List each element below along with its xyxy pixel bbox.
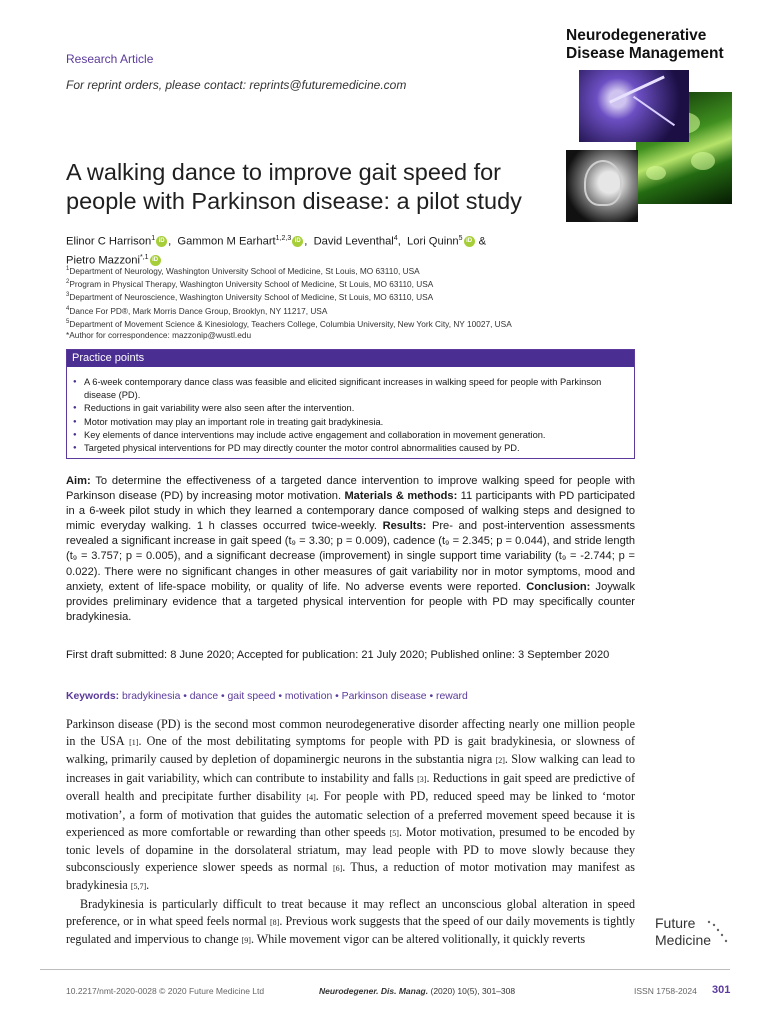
citation-reference[interactable]: [9]: [241, 936, 251, 946]
citation-reference[interactable]: [3]: [417, 774, 427, 784]
reprint-note: For reprint orders, please contact: reprints@futuremedicine.com: [66, 78, 407, 92]
journal-name: [566, 27, 724, 63]
practice-point-item: ● Reductions in gait variability were also seen after the intervention.: [73, 402, 630, 415]
author-list: Elinor C Harrison$^1$ iD , Gammon M Earhart$^{1,2,3}$ iD , David Leventhal$^4$, Lori Quinn$^5$ iD & Pietro Mazzoni$^{*,1}$ iD: [66, 235, 487, 267]
publisher-logo-line1: Future: [655, 915, 696, 931]
abstract-conclusion: Joywalk provides preliminary evidence that a targeted physical intervention for people with PD may specifically counter bradykinesia.: [66, 580, 635, 623]
author-affil-sup: 1: [151, 235, 156, 242]
abstract-results: Pre- and post-intervention assessments revealed a significant increase in gait speed (t₉ = 3.30; p = 0.009), cadence (t₉ = 2.345; p = 0.044), and stride length (t₉ = 3.757; p = 0.005), and a significant decrease (improvement) in single support time variability (t₉ = -2.744; p = 0.022). There were no significant changes in other measures of gait variability nor in motor symptoms, mood and anxiety, extent of life-space mobility, or quality of life. No adverse events were reported.: [66, 520, 635, 593]
orcid-icon[interactable]: iD: [292, 236, 303, 247]
publisher-logo: [655, 915, 711, 949]
abstract-results-label: Results:: [382, 520, 427, 533]
page-number: 301: [712, 984, 731, 996]
abstract-aim-label: Aim:: [66, 475, 91, 487]
body-text-run: . Slow walking can lead to increases in gait variability, which can contribute to instability and falls: [66, 752, 635, 785]
publication-dates: First draft submitted: 8 June 2020; Accepted for publication: 21 July 2020; Published online: 3 September 2020: [66, 649, 610, 661]
author-name[interactable]: Pietro Mazzoni: [66, 254, 140, 267]
practice-points-box: [66, 349, 635, 459]
keywords-label: Keywords:: [66, 691, 120, 702]
body-text-run: . While movement vigor can be altered volitionally, it quickly reverts: [250, 932, 586, 947]
article-type-label: Research Article: [66, 52, 154, 66]
author-name[interactable]: Lori Quinn: [407, 235, 459, 248]
keyword-link[interactable]: gait speed: [227, 691, 276, 702]
practice-point-item: ● Targeted physical interventions for PD may directly counter the motor control abnormalities caused by PD.: [73, 442, 630, 455]
author-affil-sup: 1,2,3: [275, 235, 292, 242]
body-paragraph-1: [66, 716, 635, 896]
abstract-conclusion-label: Conclusion:: [526, 580, 591, 593]
keyword-link[interactable]: motivation: [284, 691, 333, 702]
practice-points-heading: Practice points: [67, 350, 634, 367]
body-text-run: . Previous work suggests that the speed of our daily movements is tightly regulated and impervious to change: [66, 913, 636, 947]
body-text-run: . One of the most debilitating symptoms for people with PD is gait bradykinesia, or slowness of walking, primarily caused by depletion of dopaminergic neurons in the substantia nigra: [66, 733, 635, 767]
author-name[interactable]: Elinor C Harrison: [66, 235, 152, 248]
keyword-link[interactable]: reward: [436, 691, 468, 702]
affiliation-item: $^5$Department of Movement Science & Kinesiology, Teachers College, Columbia University, New York City, NY 10027, USA: [66, 318, 512, 329]
practice-point-item: ● A 6-week contemporary dance class was feasible and elicited significant increases in walking speed for people with Parkinson disease (PD).: [73, 376, 630, 402]
orcid-icon[interactable]: iD: [156, 236, 167, 247]
citation-reference[interactable]: [5,7]: [130, 882, 147, 892]
body-text-run: .: [146, 878, 150, 893]
keyword-link[interactable]: dance: [189, 691, 219, 702]
practice-point-item: ● Key elements of dance interventions may include active engagement and collaboration in movement generation.: [73, 429, 630, 442]
affiliation-item: $^3$Department of Neuroscience, Washington University School of Medicine, St Louis, MO 63110, USA: [66, 292, 434, 303]
body-text-run: . For people with PD, reduced speed may be linked to ‘motor motivation’, a form of motivation that guides the automatic selection of a preferred movement speed because it is experienced as more comfortable or rewarding than other speeds: [66, 789, 635, 839]
body-text-run: Parkinson disease (PD) is the second most common neurodegenerative disorder affecting nearly one million people in the USA: [66, 717, 635, 748]
orcid-icon[interactable]: iD: [150, 255, 161, 266]
body-text-run: . Motor motivation, presumed to be encoded by tonic levels of dopamine in the dorsolateral striatum, may lead people with PD to move slowly because they subconsciously experience slower speeds as normal: [66, 824, 635, 874]
keyword-link[interactable]: Parkinson disease: [341, 691, 427, 702]
affiliation-item: $^1$Department of Neurology, Washington University School of Medicine, St Louis, MO 63110, USA: [66, 265, 420, 276]
body-text-run: Bradykinesia is particularly difficult to treat because it may reflect an unconscious global alteration in speed preference, or in what speed feels normal: [66, 896, 635, 928]
author-name[interactable]: Gammon M Earhart: [177, 235, 276, 248]
abstract-methods: 11 participants with PD participated in a 6-week pilot study in which they learned a contemporary dance composed of walking steps and designed to mimic everyday walking. 1 h classes occurred twice-weekly.: [66, 490, 635, 533]
citation-reference[interactable]: [8]: [269, 917, 280, 927]
journal-name-line1: Neurodegenerative: [566, 27, 707, 44]
citation-reference[interactable]: [1]: [129, 737, 139, 747]
footer-rule: [40, 969, 730, 970]
practice-points-list: [67, 367, 634, 455]
author-affil-sup: *,1: [140, 253, 149, 261]
cover-image-skull-xray: [566, 150, 638, 222]
affiliation-item: $^4$Dance For PD®, Mark Morris Dance Group, Brooklyn, NY 11217, USA: [66, 305, 328, 316]
practice-point-item: ● Motor motivation may play an important role in treating gait bradykinesia.: [73, 416, 630, 429]
orcid-icon[interactable]: iD: [464, 236, 475, 247]
abstract-methods-label: Materials & methods:: [344, 490, 458, 503]
keywords-line: Keywords: bradykinesia • dance • gait speed • motivation • Parkinson disease • reward: [66, 691, 468, 702]
body-text-run: . Thus, a reduction of motor motivation may manifest as bradykinesia: [66, 859, 635, 893]
body-text: [66, 716, 635, 950]
article-title: [66, 158, 566, 216]
footer-journal-abbrev: Neurodegener. Dis. Manag.: [319, 986, 429, 996]
footer-citation: [319, 986, 515, 996]
keyword-link[interactable]: bradykinesia: [122, 691, 181, 702]
citation-reference[interactable]: [5]: [389, 828, 399, 838]
author-affil-sup: 4: [393, 235, 398, 242]
publisher-logo-line2: Medicine: [655, 932, 712, 948]
author-name[interactable]: David Leventhal: [313, 235, 394, 248]
correspondence-note: *Author for correspondence: mazzonip@wustl.edu: [66, 329, 252, 340]
footer-volume-pages: (2020) 10(5), 301–308: [428, 986, 516, 996]
article-title-line2: people with Parkinson disease: a pilot study: [66, 188, 522, 214]
affiliation-item: $^2$Program in Physical Therapy, Washington University School of Medicine, St Louis, MO 63110, USA: [66, 278, 434, 289]
affiliation-list: [66, 264, 586, 341]
footer-issn: ISSN 1758-2024: [634, 986, 697, 996]
footer-doi[interactable]: 10.2217/nmt-2020-0028 © 2020 Future Medicine Ltd: [66, 986, 265, 996]
citation-reference[interactable]: [6]: [332, 863, 343, 873]
body-paragraph-2: [66, 896, 635, 950]
citation-reference[interactable]: [4]: [306, 793, 316, 803]
citation-reference[interactable]: [2]: [495, 756, 505, 766]
abstract-aim: To determine the effectiveness of a targeted dance intervention to improve walking speed for people with Parkinson disease (PD) by increasing motor motivation.: [66, 475, 635, 503]
publisher-logo-dots-icon: [705, 918, 731, 948]
abstract: [66, 474, 635, 625]
journal-name-line2: Disease Management: [566, 45, 724, 62]
body-text-run: . Reductions in gait speed are predictive of overall health and precipitate further disability: [66, 770, 635, 804]
author-affil-sup: 5: [458, 235, 463, 242]
article-title-line1: A walking dance to improve gait speed for: [66, 159, 502, 185]
cover-image-synapse: [579, 70, 689, 142]
